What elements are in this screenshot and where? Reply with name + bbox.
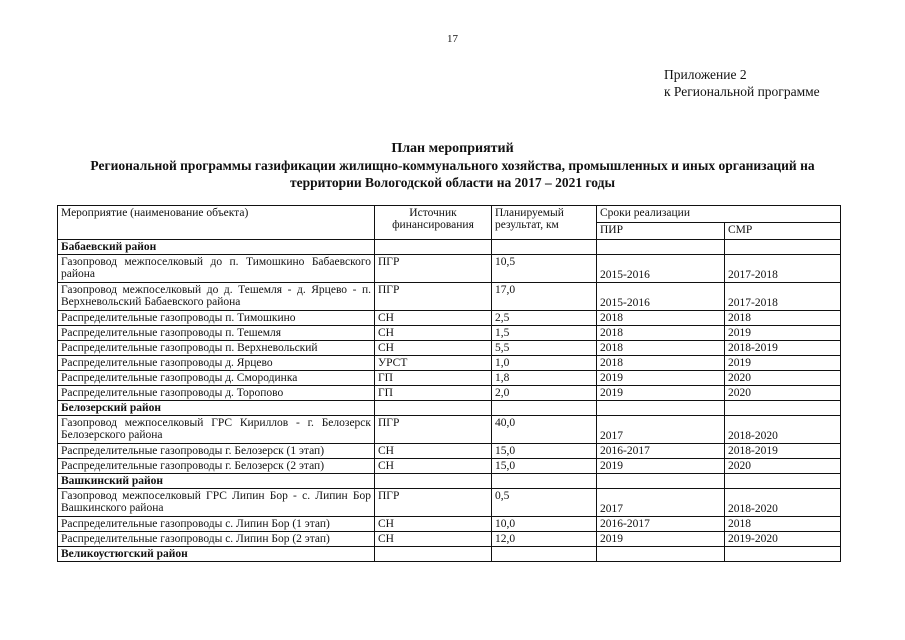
- smr-cell: 2020: [725, 459, 841, 474]
- result-cell: 12,0: [492, 532, 597, 547]
- region-row: [58, 474, 841, 489]
- region-row: [58, 240, 841, 255]
- header-event: Мероприятие (наименование объекта): [58, 206, 375, 240]
- smr-cell: 2017-2018: [725, 255, 841, 283]
- empty-cell: [492, 401, 597, 416]
- smr-cell: 2018-2020: [725, 489, 841, 517]
- empty-cell: [725, 474, 841, 489]
- source-cell: СН: [375, 341, 492, 356]
- empty-cell: [725, 240, 841, 255]
- table-row: [58, 517, 841, 532]
- empty-cell: [597, 547, 725, 562]
- source-cell: ПГР: [375, 489, 492, 517]
- pir-cell: 2018: [597, 311, 725, 326]
- event-cell: Распределительные газопроводы п. Верхневольский: [58, 341, 375, 356]
- table-row: [58, 311, 841, 326]
- result-cell: 2,0: [492, 386, 597, 401]
- table-row: [58, 416, 841, 444]
- appendix-note: [664, 66, 820, 100]
- event-cell: Газопровод межпоселковый ГРС Липин Бор - с. Липин Бор Вашкинского района: [58, 489, 375, 517]
- result-cell: 17,0: [492, 283, 597, 311]
- table-row: [58, 326, 841, 341]
- pir-cell: 2015-2016: [597, 283, 725, 311]
- empty-cell: [375, 401, 492, 416]
- event-cell: Газопровод межпоселковый ГРС Кириллов - г. Белозерск Белозерского района: [58, 416, 375, 444]
- smr-cell: 2018-2019: [725, 444, 841, 459]
- empty-cell: [597, 240, 725, 255]
- region-row: [58, 401, 841, 416]
- pir-cell: 2019: [597, 386, 725, 401]
- pir-cell: 2018: [597, 356, 725, 371]
- table-row: [58, 371, 841, 386]
- pir-cell: 2018: [597, 341, 725, 356]
- region-row: [58, 547, 841, 562]
- empty-cell: [725, 401, 841, 416]
- region-name: Великоустюгский район: [58, 547, 375, 562]
- event-cell: Распределительные газопроводы г. Белозерск (2 этап): [58, 459, 375, 474]
- empty-cell: [492, 474, 597, 489]
- result-cell: 15,0: [492, 444, 597, 459]
- event-cell: Распределительные газопроводы д. Торопово: [58, 386, 375, 401]
- document-title: [40, 140, 865, 191]
- result-cell: 1,8: [492, 371, 597, 386]
- event-cell: Распределительные газопроводы г. Белозерск (1 этап): [58, 444, 375, 459]
- result-cell: 2,5: [492, 311, 597, 326]
- region-name: Вашкинский район: [58, 474, 375, 489]
- header-smr: СМР: [725, 223, 841, 240]
- empty-cell: [597, 401, 725, 416]
- table-row: [58, 386, 841, 401]
- header-result: Планируемый результат, км: [492, 206, 597, 240]
- pir-cell: 2019: [597, 532, 725, 547]
- smr-cell: 2020: [725, 371, 841, 386]
- result-cell: 1,5: [492, 326, 597, 341]
- smr-cell: 2017-2018: [725, 283, 841, 311]
- title-line-1: План мероприятий: [391, 141, 514, 156]
- event-cell: Распределительные газопроводы д. Ярцево: [58, 356, 375, 371]
- source-cell: СН: [375, 459, 492, 474]
- appendix-line-2: к Региональной программе: [664, 84, 820, 99]
- page-number: 17: [447, 33, 458, 45]
- event-cell: Газопровод межпоселковый до п. Тимошкино Бабаевского района: [58, 255, 375, 283]
- source-cell: ПГР: [375, 255, 492, 283]
- smr-cell: 2018: [725, 311, 841, 326]
- result-cell: 40,0: [492, 416, 597, 444]
- empty-cell: [597, 474, 725, 489]
- pir-cell: 2018: [597, 326, 725, 341]
- table-row: [58, 356, 841, 371]
- smr-cell: 2018-2020: [725, 416, 841, 444]
- empty-cell: [375, 474, 492, 489]
- pir-cell: 2017: [597, 489, 725, 517]
- empty-cell: [492, 547, 597, 562]
- appendix-line-1: Приложение 2: [664, 67, 747, 82]
- source-cell: ГП: [375, 386, 492, 401]
- pir-cell: 2019: [597, 459, 725, 474]
- event-cell: Распределительные газопроводы с. Липин Бор (1 этап): [58, 517, 375, 532]
- source-cell: ПГР: [375, 416, 492, 444]
- table-row: [58, 532, 841, 547]
- region-name: Бабаевский район: [58, 240, 375, 255]
- smr-cell: 2018: [725, 517, 841, 532]
- event-cell: Распределительные газопроводы п. Тешемля: [58, 326, 375, 341]
- table-row: [58, 459, 841, 474]
- smr-cell: 2018-2019: [725, 341, 841, 356]
- pir-cell: 2016-2017: [597, 517, 725, 532]
- source-cell: СН: [375, 517, 492, 532]
- pir-cell: 2017: [597, 416, 725, 444]
- table-header-row: [58, 206, 841, 223]
- empty-cell: [492, 240, 597, 255]
- table-row: [58, 489, 841, 517]
- source-cell: СН: [375, 311, 492, 326]
- source-cell: СН: [375, 532, 492, 547]
- table-row: [58, 341, 841, 356]
- header-source: Источник финансирования: [375, 206, 492, 240]
- table-row: [58, 283, 841, 311]
- smr-cell: 2019: [725, 356, 841, 371]
- pir-cell: 2015-2016: [597, 255, 725, 283]
- header-pir: ПИР: [597, 223, 725, 240]
- event-cell: Газопровод межпоселковый до д. Тешемля - д. Ярцево - п. Верхневольский Бабаевского района: [58, 283, 375, 311]
- header-terms: Сроки реализации: [597, 206, 841, 223]
- region-name: Белозерский район: [58, 401, 375, 416]
- title-line-2: Региональной программы газификации жилищно-коммунального хозяйства, промышленных и иных организаций на: [90, 158, 815, 173]
- result-cell: 1,0: [492, 356, 597, 371]
- empty-cell: [725, 547, 841, 562]
- table-row: [58, 444, 841, 459]
- empty-cell: [375, 547, 492, 562]
- result-cell: 5,5: [492, 341, 597, 356]
- smr-cell: 2020: [725, 386, 841, 401]
- result-cell: 10,0: [492, 517, 597, 532]
- pir-cell: 2019: [597, 371, 725, 386]
- smr-cell: 2019: [725, 326, 841, 341]
- pir-cell: 2016-2017: [597, 444, 725, 459]
- result-cell: 15,0: [492, 459, 597, 474]
- result-cell: 10,5: [492, 255, 597, 283]
- title-line-3: территории Вологодской области на 2017 – 2021 годы: [289, 175, 615, 190]
- plan-table: [57, 205, 841, 562]
- source-cell: ПГР: [375, 283, 492, 311]
- source-cell: ГП: [375, 371, 492, 386]
- smr-cell: 2019-2020: [725, 532, 841, 547]
- source-cell: УРСТ: [375, 356, 492, 371]
- event-cell: Распределительные газопроводы с. Липин Бор (2 этап): [58, 532, 375, 547]
- table-row: [58, 255, 841, 283]
- result-cell: 0,5: [492, 489, 597, 517]
- source-cell: СН: [375, 326, 492, 341]
- event-cell: Распределительные газопроводы д. Смородинка: [58, 371, 375, 386]
- source-cell: СН: [375, 444, 492, 459]
- event-cell: Распределительные газопроводы п. Тимошкино: [58, 311, 375, 326]
- empty-cell: [375, 240, 492, 255]
